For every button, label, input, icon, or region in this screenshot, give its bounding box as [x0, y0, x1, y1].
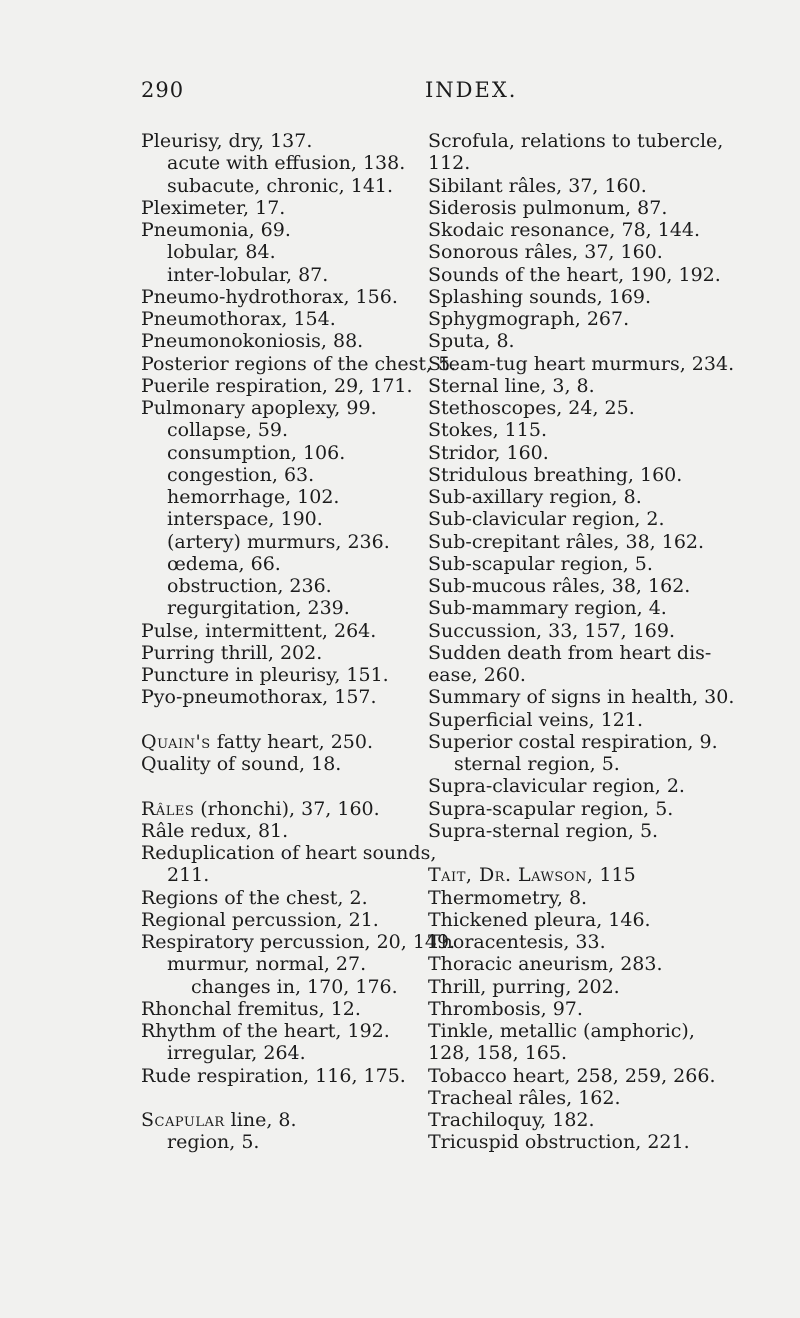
page-title: INDEX.: [425, 78, 518, 102]
index-subentry: congestion, 63.: [167, 463, 315, 486]
index-column-right: [428, 130, 788, 1154]
index-subentry: regurgitation, 239.: [167, 597, 350, 620]
index-subentry: inter-lobular, 87.: [167, 263, 329, 286]
index-entry: Tinkle, metallic (amphoric),: [428, 1020, 695, 1042]
index-subentry: lobular, 84.: [167, 241, 276, 264]
letter-section-heading: Râles: [141, 797, 195, 820]
index-subentry: interspace, 190.: [167, 508, 323, 531]
index-entry: Sub-mammary region, 4.: [428, 597, 667, 620]
index-subentry: irregular, 264.: [167, 1042, 306, 1065]
index-entry: Stridulous breathing, 160.: [428, 463, 683, 486]
index-entry: Râle redux, 81.: [141, 819, 289, 842]
index-entry: Quality of sound, 18.: [141, 753, 342, 775]
index-entry: Stethoscopes, 24, 25.: [428, 397, 635, 419]
index-entry: Pneumonokoniosis, 88.: [141, 330, 364, 353]
index-entry: Siderosis pulmonum, 87.: [428, 196, 668, 219]
index-entry: Stokes, 115.: [428, 419, 547, 442]
index-subentry: hemorrhage, 102.: [167, 486, 340, 508]
index-entry: Râles (rhonchi), 37, 160.: [141, 797, 380, 820]
index-entry: Sub-axillary region, 8.: [428, 486, 642, 508]
index-entry: Pulse, intermittent, 264.: [141, 619, 377, 642]
index-entry: Thrombosis, 97.: [428, 997, 583, 1020]
letter-section-heading: Scapular: [141, 1109, 225, 1131]
index-subentry: 211.: [167, 864, 210, 887]
index-entry: Tobacco heart, 258, 259, 266.: [428, 1064, 716, 1087]
index-subentry: œdema, 66.: [167, 552, 281, 575]
index-entry: Tracheal râles, 162.: [428, 1086, 621, 1109]
index-entry: Scrofula, relations to tubercle,: [428, 130, 724, 152]
index-entry: Thermometry, 8.: [428, 886, 588, 909]
index-subentry: ease, 260.: [428, 664, 526, 686]
index-subentry: consumption, 106.: [167, 441, 346, 464]
index-entry: Posterior regions of the chest, 5.: [141, 352, 457, 375]
index-entry: Sputa, 8.: [428, 330, 515, 353]
index-entry: Respiratory percussion, 20, 149.: [141, 931, 456, 953]
index-entry: Reduplication of heart sounds,: [141, 842, 437, 864]
index-entry: Sounds of the heart, 190, 192.: [428, 263, 721, 286]
index-subentry: murmur, normal, 27.: [167, 953, 367, 976]
index-entry: Pneumo-hydrothorax, 156.: [141, 285, 398, 308]
index-entry: Sub-mucous râles, 38, 162.: [428, 575, 691, 597]
index-entry: Thickened pleura, 146.: [428, 908, 651, 931]
index-entry: Pleximeter, 17.: [141, 196, 286, 219]
index-subentry: obstruction, 236.: [167, 575, 332, 597]
index-subentry: subacute, chronic, 141.: [167, 174, 394, 197]
index-entry: Trachiloquy, 182.: [428, 1109, 595, 1131]
index-entry: Sudden death from heart dis-: [428, 641, 712, 664]
index-entry: Succussion, 33, 157, 169.: [428, 619, 676, 642]
index-entry: Thoracentesis, 33.: [428, 931, 606, 953]
index-entry: Splashing sounds, 169.: [428, 285, 652, 308]
index-subentry: collapse, 59.: [167, 419, 289, 442]
index-entry: Pleurisy, dry, 137.: [141, 130, 313, 152]
index-entry: Supra-clavicular region, 2.: [428, 775, 685, 798]
index-entry: Rude respiration, 116, 175.: [141, 1064, 406, 1087]
index-entry: Puerile respiration, 29, 171.: [141, 374, 413, 397]
index-entry: Superior costal respiration, 9.: [428, 730, 718, 753]
index-entry: Pyo-pneumothorax, 157.: [141, 686, 377, 709]
index-entry: Pneumonia, 69.: [141, 219, 291, 241]
index-entry: Pneumothorax, 154.: [141, 308, 336, 330]
index-entry: Thrill, purring, 202.: [428, 975, 620, 998]
letter-section-heading: Tait, Dr. Lawson,: [428, 864, 594, 887]
page-header: [0, 78, 800, 118]
index-subentry: (artery) murmurs, 236.: [167, 530, 390, 553]
index-subentry: 128, 158, 165.: [428, 1042, 567, 1065]
index-entry: Sonorous râles, 37, 160.: [428, 241, 663, 264]
index-entry: Pulmonary apoplexy, 99.: [141, 397, 377, 419]
index-entry: Scapular line, 8.: [141, 1109, 297, 1131]
index-entry: Rhythm of the heart, 192.: [141, 1020, 390, 1042]
index-entry: Sub-clavicular region, 2.: [428, 508, 665, 531]
index-entry: Thoracic aneurism, 283.: [428, 953, 663, 976]
index-entry: Regions of the chest, 2.: [141, 886, 368, 909]
index-entry: Summary of signs in health, 30.: [428, 686, 735, 709]
index-subentry: acute with effusion, 138.: [167, 152, 406, 175]
index-entry: Supra-sternal region, 5.: [428, 819, 659, 842]
index-entry: Steam-tug heart murmurs, 234.: [428, 352, 735, 375]
index-entry: Puncture in pleurisy, 151.: [141, 664, 389, 686]
index-entry: Skodaic resonance, 78, 144.: [428, 219, 701, 241]
index-entry: Stridor, 160.: [428, 441, 549, 464]
index-subentry: sternal region, 5.: [454, 753, 620, 775]
index-spacer: [428, 842, 788, 864]
index-entry: Supra-scapular region, 5.: [428, 797, 674, 820]
index-entry: Sternal line, 3, 8.: [428, 374, 595, 397]
index-entry: Sub-scapular region, 5.: [428, 552, 653, 575]
page-number: 290: [141, 78, 185, 102]
index-entry: Quain's fatty heart, 250.: [141, 730, 374, 753]
index-subentry: region, 5.: [167, 1131, 260, 1154]
index-entry: Sub-crepitant râles, 38, 162.: [428, 530, 705, 553]
index-entry: Tait, Dr. Lawson, 115: [428, 864, 636, 887]
index-entry: Rhonchal fremitus, 12.: [141, 997, 361, 1020]
letter-section-heading: Quain's: [141, 730, 211, 753]
index-entry: Regional percussion, 21.: [141, 908, 379, 931]
index-entry: Superficial veins, 121.: [428, 708, 644, 731]
index-entry: Purring thrill, 202.: [141, 641, 323, 664]
index-entry: Sibilant râles, 37, 160.: [428, 174, 647, 197]
index-subentry: 112.: [428, 152, 471, 175]
index-subentry: changes in, 170, 176.: [191, 975, 398, 998]
index-entry: Sphygmograph, 267.: [428, 308, 630, 330]
index-entry: Tricuspid obstruction, 221.: [428, 1131, 690, 1154]
